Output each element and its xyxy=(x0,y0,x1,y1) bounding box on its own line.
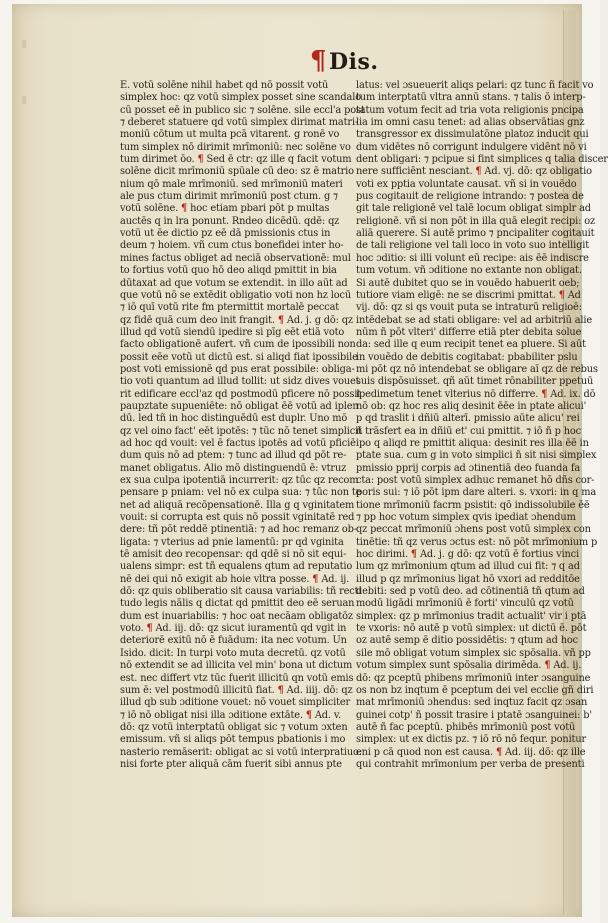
text-line: nō extendit se ad illicita vel min' bona ut dictum xyxy=(120,660,353,672)
text-line: tudo legis nālis q dictat qd pmittit deo eē seruan xyxy=(120,598,355,610)
binding-mark xyxy=(22,96,26,104)
text-line: ptate sua. cum g in voto simplici ñ sit nisi simplex xyxy=(356,450,597,462)
text-line: oz autē semp ē ditio possidētis: ⁊ qtum ad hoc xyxy=(356,635,578,647)
text-line: nere sufficiēnt nesciant. ¶ Ad. vj. dō: qz obligatio xyxy=(356,166,592,178)
text-line: qui contrahit mrīmonium per verba de presenti xyxy=(356,758,585,770)
page-heading xyxy=(310,46,379,76)
text-line: dere: tñ pōt reddē ptinentiā: ⁊ ad hoc remanz ob- xyxy=(120,524,357,536)
text-line: latus: vel ɔsueuerit aliqs pelari: qz tunc ñ facit vo xyxy=(356,80,594,91)
text-line: sile mō obligat votum simplex sic spōsalia. vñ pp xyxy=(356,647,591,659)
text-line: ñ trāsfert ea in dñiū et' cui pmittit. ⁊ iō ñ p hoc xyxy=(356,425,581,437)
text-line: ⁊ iō nō obligat nisi illa ɔditione extāte. ¶ Ad. v. xyxy=(120,709,342,721)
text-line: git tale religionē vel talē locum obligat simplr ad xyxy=(356,203,591,215)
text-line: vouit: si corrupta est quis nō possit vginitatē red xyxy=(120,512,355,524)
text-line: illud p qz mrīmonius ligat hō vxori ad redditōe xyxy=(356,573,580,585)
text-line: p qd traslit i dñiū alterī. pmissio aūte alicu' rei xyxy=(356,413,580,425)
text-line: votū ut ēe dictio pz eē dā pmissionis ctus in xyxy=(120,228,331,240)
text-line: ipo q aliqd re pmittit aliqua: desinit res illa ēē in xyxy=(356,437,589,449)
text-line: tatum votum fecit ad tria vota religionis pncipa xyxy=(356,104,584,116)
text-line: simplex hoc: qz votū simplex posset sine scandalo xyxy=(120,92,361,104)
pilcrow-mark: ¶ xyxy=(310,46,328,76)
text-line: solēne dicit mrīmoniū spūale cū deo: sz ē matrio xyxy=(120,166,354,178)
text-line: mines factus obliget ad neciā observationē: mul xyxy=(120,252,351,264)
text-line: cū posset eē in publico sic ⁊ solēne. sile eccl'a post xyxy=(120,104,365,116)
text-line: ualens simpr: est tñ equalens qtum ad reputatio xyxy=(120,561,353,573)
text-line: dō: qz votū interptatū obligat sic ⁊ votum ɔxten xyxy=(120,721,348,733)
text-line: nium qō male mrīmoniū. sed mrīmoniū materi xyxy=(120,178,343,190)
text-line: que votū nō se extēdit obligatio voti non hz locū xyxy=(120,289,352,301)
text-line: lia im omni casu tenet: ad alias observātias gnz xyxy=(356,117,585,129)
text-line: dum vidētes nō corrigunt indulgere vidēnt nō vi xyxy=(356,141,587,153)
text-line: debiti: sed p votū deo. ad cōtinentiā tñ qtum ad xyxy=(356,586,585,598)
text-line: de tali religione vel tali loco in voto suo intelligit xyxy=(356,240,589,252)
text-line: dō: qz pceptū phibens mrīmoniū inter ɔsanguine xyxy=(356,672,591,684)
text-line: possit eēe votū ut dictū est. si aliqd fiat ipossibile xyxy=(120,351,358,363)
text-line: deteriorē exitū nō ē fuādum: ita nec votum. Un xyxy=(120,635,347,647)
text-line: nasterio remāserit: obligat ac si votū interpratiuo: xyxy=(120,746,362,758)
text-line: sum ē: vel postmodū illicitū fiat. ¶ Ad. iiij. dō: qz xyxy=(120,684,353,696)
text-line: tutiore viam eligē: ne se discrimi pmittat. ¶ Ad xyxy=(356,289,581,301)
text-line: ⁊ pp hoc votum simplex qvis ipediat ɔhendum xyxy=(356,512,576,524)
text-line: tum dirimet ōo. ¶ Sed ē ctr: qz ille q facit votum xyxy=(120,154,352,166)
text-line: ad hoc qd vouit: vel ē factus ipotēs ad votū pficiē xyxy=(120,437,356,449)
text-line: poris sui: ⁊ iō pōt ipm dare alteri. s. vxori: in q ma xyxy=(356,487,597,499)
text-line: dum quis nō ad ptem: ⁊ tunc ad illud qd pōt re- xyxy=(120,450,347,462)
text-line: te vxoris: nō autē p votū simplex: ut dictū ē. pōt xyxy=(356,623,587,635)
text-line: voto. ¶ Ad. iij. dō: qz sicut iuramentū qd vgit in xyxy=(120,623,347,635)
text-line: paupztate supueniēte: nō obligat ēē votū ad iplen xyxy=(120,400,359,412)
text-line: qz peccat mrīmoniū ɔhens post votū simplex con xyxy=(356,524,591,536)
text-line: cta: post votū simplex adhuc remanet hō dñs cor- xyxy=(356,475,595,486)
text-line: to fortius votū quo hō deo aliqd pmittit in bia xyxy=(120,265,337,277)
left-text-column xyxy=(120,80,365,771)
text-line: ligata: ⁊ vterius ad pnie lamentū: pr qd vginita xyxy=(120,536,344,548)
text-line: emissum. vñ si aliqs pōt tempus pbationis i mo xyxy=(120,734,346,746)
text-line: facto obligationē aufert. vñ cum de ipossibili non xyxy=(120,339,356,351)
text-line: transgressor ex dissimulatōne platoz inducit qui xyxy=(356,129,589,141)
text-line: auctēs q in lra ponunt. Rndeo dicēdū. qdē: qz xyxy=(120,215,340,227)
text-line: modū ligādi mrīmoniū ē forti' vinculū qz votū xyxy=(356,598,574,610)
text-line: simplex: ut ex dictis pz. ⁊ iō rō nō fequr. ponitur xyxy=(356,734,587,746)
text-line: dū. led tñ in hoc distinguēdū est duplr. Uno mō xyxy=(120,413,348,425)
text-line: votum simplex sunt spōsalia dirimēda. ¶ Ad. ij. xyxy=(356,660,582,672)
text-line: manet obligatus. Alio mō distinguendū ē: vtruz xyxy=(120,462,347,474)
text-line: deum ⁊ hoiem. vñ cum ctus bonefidei inter ho- xyxy=(120,240,344,252)
text-line: qz fidē quā cum deo init frangit. ¶ Ad. j. g dō: qz xyxy=(120,314,353,326)
text-line: hoc dirimi. ¶ Ad. j. g dō: qz votū ē fortius vinci xyxy=(356,549,579,561)
text-line: votū solēne. ¶ hoc etiam pbari pōt p multas xyxy=(120,203,330,215)
heading-text: Dis. xyxy=(329,49,379,75)
text-line: vij. dō: qz si qs vouit puta se intraturū religioē: xyxy=(356,302,582,314)
text-line: pus cogitauit de religione intrando: ⁊ postea de xyxy=(356,191,584,203)
text-line: ⁊ iō quī votū rite fm ptermittit mortalē peccat xyxy=(120,302,340,314)
text-line: illud qd votū siendū ipedire si pīg eēt etiā voto xyxy=(120,326,345,338)
text-line: ale pus ctum dirimit mrīmoniū post ctum. g ⁊ xyxy=(120,191,338,203)
text-line: nūm ñ pōt vlteri' differre etiā pter debita solue xyxy=(356,326,582,338)
text-line: post voti emissionē qd pus erat possibile: obliga- xyxy=(120,363,355,375)
text-line: intēdebat se ad stati obligare: vel ad arbitriū alie xyxy=(356,314,593,326)
text-line: ⁊ deberet statuere qd votū simplex dirimat matri- xyxy=(120,117,359,129)
text-line: in vouēdo de debitis cogitabat: pbabiliter pslu xyxy=(356,351,578,363)
text-line: nē dei qui nō exigit ab hoie vltra posse. ¶ Ad. ij. xyxy=(120,573,350,585)
text-line: guinei cotp' ñ possit trasire i ptatē ɔsanguinei: b' xyxy=(356,709,592,721)
text-line: est. nec differt vtz tūc fuerit illicitū qn votū emis xyxy=(120,672,354,684)
text-line: dūtaxat ad que votum se extendit. in illo aūt ad xyxy=(120,277,348,289)
text-line: lum qz mrīmonium qtum ad illud cui fit: ⁊ q ad xyxy=(356,561,580,573)
text-line: ex sua culpa ipotentiā incurrerit: qz tūc qz recom xyxy=(120,475,359,486)
text-line: ipedimetum tenet vlterius nō differre. ¶ Ad. ix. dō xyxy=(356,388,596,400)
text-line: tē amisit deo recopensar: qd qdē si nō sit equi- xyxy=(120,549,347,561)
text-line: tio voti quantum ad illud tollit: ut sidz dives vouet xyxy=(120,376,360,388)
text-line: E. votū solēne nihil habet qd nō possit votū xyxy=(120,80,329,91)
text-line: hoc ɔditio: si illi volunt eū recipe: ais ēē indiscre xyxy=(356,252,589,264)
text-line: net ad aliquā recōpensationē. Illa g q vginitatem xyxy=(120,499,355,511)
text-line: mi pōt qz nō intendebat se obligare aī qz de rebus xyxy=(356,363,598,375)
text-line: dum est inuariabilis: ⁊ hoc oat necāam obligatōz xyxy=(120,610,353,622)
text-line: tum simplex nō dirimit mrīmoniū: nec solēne vo xyxy=(120,141,351,153)
text-line: simplex: qz p mrīmonius tradit actualit' vir i ptā xyxy=(356,610,587,622)
text-line: tum votum. vñ ɔditione no extante non obligat. xyxy=(356,265,582,277)
right-text-column xyxy=(356,80,608,771)
text-line: nisi forte pter aliquā cām fuerit sibi annus pte xyxy=(120,758,342,770)
text-line: Si autē dubitet quo se in vouēdo habuerit oeb; xyxy=(356,277,580,289)
text-line: dō: qz quis obliberatio sit causa variabilis: tñ recti xyxy=(120,586,362,598)
text-line: aliā querere. Si autē primo ⁊ pncipaliter cogitauit xyxy=(356,228,595,240)
text-line: pmissio pprij corpis ad ɔtinentiā deo fuanda fa xyxy=(356,462,581,474)
text-line: nō ob: qz hoc res aliq desinit ēēe in ptate alicui' xyxy=(356,400,587,412)
text-line: tione mrīmoniū facrm psistit: qō indissolubile ēē xyxy=(356,499,590,511)
text-line: eni p cā quod non est causa. ¶ Ad. iij. dō: qz ille xyxy=(356,746,586,758)
text-line: moniū cōtum ut multa pcā vitarent. g ronē vo xyxy=(120,129,340,141)
text-line: autē ñ fac pceptū. phibēs mrīmoniū post votū xyxy=(356,721,576,733)
text-line: dent obligari: ⁊ pcipue si fint simplices q talia discer xyxy=(356,154,608,166)
text-line: tum interptatū vltra annū stans. ⁊ talis ō interp- xyxy=(356,92,586,104)
text-line: illud qb sub ɔditione vouet: nō vouet simpliciter xyxy=(120,697,351,709)
text-line: Isido. dicit: In turpi voto muta decretū. qz votū xyxy=(120,647,346,659)
text-line: da: sed ille q eum recipit tenet ea pluere. Si aūt xyxy=(356,339,586,351)
text-line: qz vel oino fact' eēt ipotēs: ⁊ tūc nō tenet simplicit xyxy=(120,425,362,437)
text-line: voti ex pptia voluntate causat. vñ si in vouēdo xyxy=(356,178,577,190)
text-line: tinētie: tñ qz verus ɔctus est: nō pōt mrīmonium p xyxy=(356,536,598,548)
text-line: rit edificare eccl'az qd postmodū pficere nō possit xyxy=(120,388,362,400)
text-line: mat mrīmoniū ɔhendus: sed inqtuz facit qz ɔsan xyxy=(356,697,588,709)
binding-mark xyxy=(22,40,26,48)
text-line: pensare p pniam: vel nō ex culpa sua: ⁊ tūc non te xyxy=(120,487,362,499)
text-line: suis dispōsuisset. qñ aūt timet rōnabiliter ppetuū xyxy=(356,376,594,388)
text-line: religionē. vñ si non pōt in illa quā elegit recipi: oz xyxy=(356,215,595,227)
text-line: os non bz inqtum ē pceptum dei vel ecclie gñ diri xyxy=(356,684,594,696)
